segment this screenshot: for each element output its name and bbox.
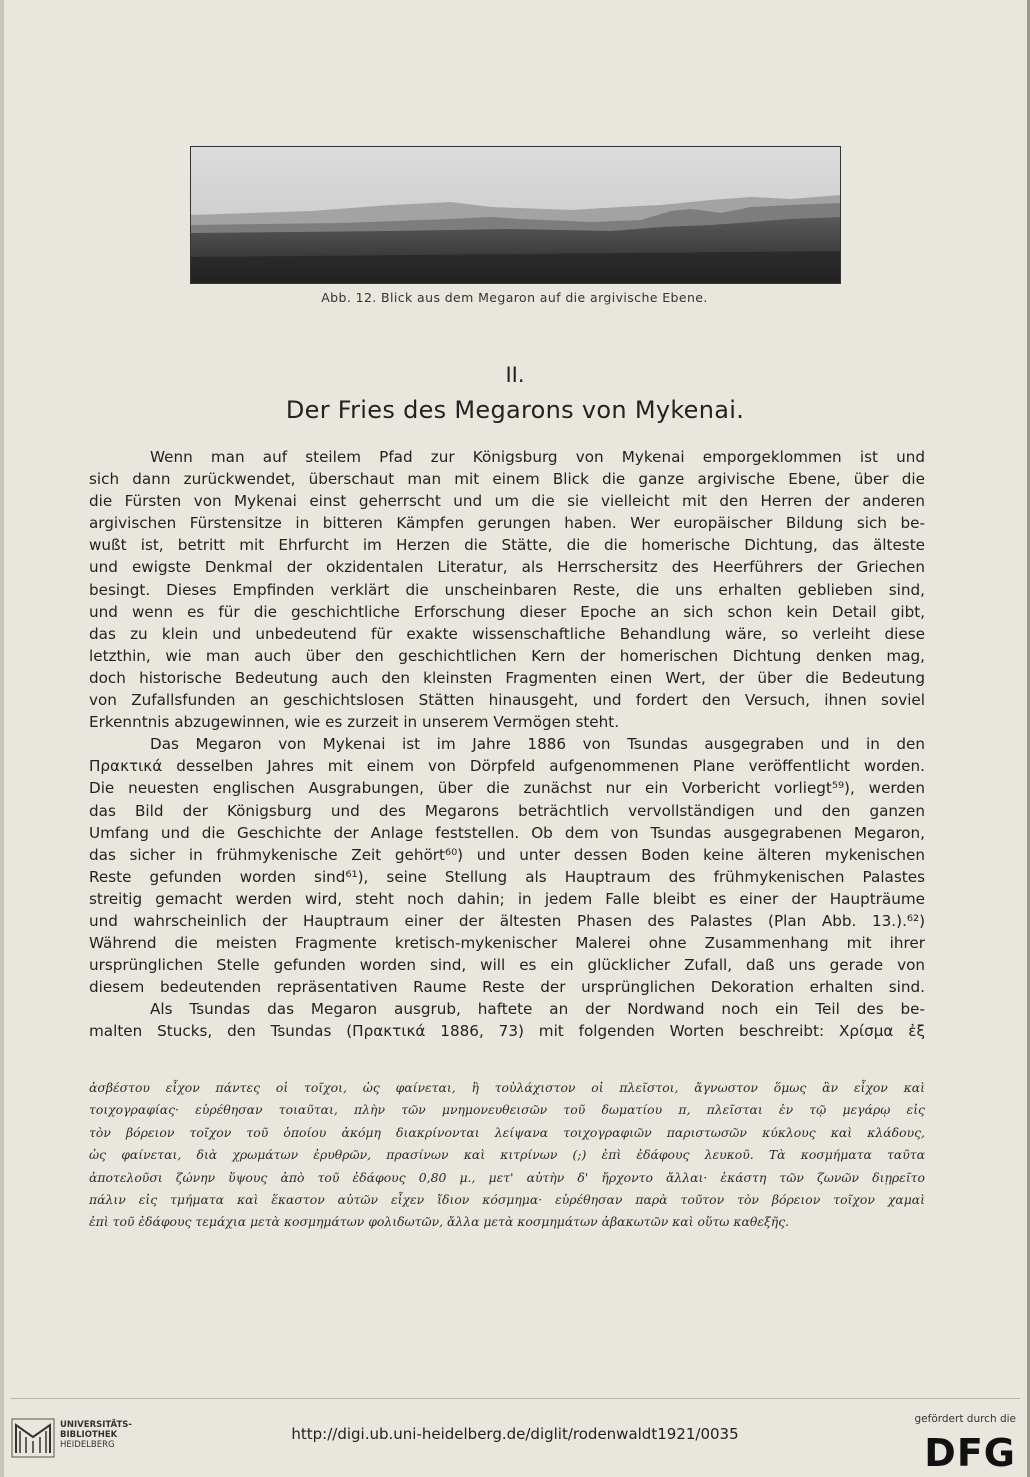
greek-line: ὡς φαίνεται, διὰ χρωμάτων ἐρυθρῶν, πρασίνων καὶ κιτρίνων (;) ἐπὶ ἐδάφους λευκοῦ. Τὰ κοσμήματα ταῦτα xyxy=(89,1147,925,1163)
text-line: Wenn man auf steilem Pfad zur Königsburg von Mykenai emporgeklommen ist und xyxy=(150,448,925,466)
text-line: malten Stucks, den Tsundas (Πρακτικά 1886, 73) mit folgenden Worten beschreibt: Χρίσμα ἐξ xyxy=(89,1022,925,1041)
text-line: das zu klein und unbedeutend für exakte wissenschaftliche Behandlung wäre, so verleiht diese xyxy=(89,624,925,643)
text-line: sich dann zurückwendet, überschaut man mit einem Blick die ganze argivische Ebene, über die xyxy=(89,470,925,489)
greek-quotation xyxy=(89,1077,925,1234)
text-line: letzthin, wie man auch über den geschichtlichen Kern der homerischen Dichtung denken mag, xyxy=(89,646,925,665)
text-line: Die neuesten englischen Ausgrabungen, über die zunächst nur ein Vorbericht vorliegt⁵⁹), werden xyxy=(89,779,925,798)
text-line: Erkenntnis abzugewinnen, wie es zurzeit in unserem Vermögen steht. xyxy=(89,713,620,732)
text-line: und ewigste Denkmal der okzidentalen Literatur, als Herrschersitz des Heerführers der Griechen xyxy=(89,558,925,577)
text-line: von Zufallsfunden an geschichtslosen Stätten hinausgeht, und fordert den Versuch, ihnen soviel xyxy=(89,691,925,710)
chapter-title: Der Fries des Megarons von Mykenai. xyxy=(285,396,745,424)
footer xyxy=(0,1398,1030,1477)
uni-name-line1: UNIVERSITÄTS- xyxy=(60,1420,132,1430)
text-line: das sicher in frühmykenische Zeit gehört⁶⁰) und unter dessen Boden keine älteren mykenischen xyxy=(89,845,925,864)
dfg-logo: DFG xyxy=(924,1431,1016,1475)
text-line: und wahrscheinlich der Hauptraum einer der ältesten Phasen des Palastes (Plan Abb. 13.).⁶²) xyxy=(89,911,925,930)
text-line: streitig gemacht werden wird, steht noch dahin; in jedem Falle bleibt es einer der Haupträume xyxy=(89,889,925,908)
page-edge-left xyxy=(0,0,4,1477)
chapter-number: II. xyxy=(505,363,525,387)
text-line: ursprünglichen Stelle gefunden worden sind, will es ein glücklicher Zufall, daß uns gerade von xyxy=(89,956,925,975)
uni-name-line2: BIBLIOTHEK xyxy=(60,1430,118,1440)
greek-line: τοιχογραφίας· εὑρέθησαν τοιαῦται, πλὴν τῶν μνημονευθεισῶν τοῦ δωματίου π, πλεῖσται ἐν τῷ μεγάρῳ εἰς xyxy=(89,1102,925,1118)
text-line: Umfang und die Geschichte der Anlage feststellen. Ob dem von Tsundas ausgegrabenen Megaron, xyxy=(89,823,925,842)
greek-line: ἀποτελοῦσι ζώνην ὕψους ἀπὸ τοῦ ἐδάφους 0,80 μ., μετ' αὐτὴν δ' ἤρχοντο ἄλλαι· ἑκάστη τῶν ζωνῶν διῃρεῖτο xyxy=(89,1169,925,1185)
text-line: Reste gefunden worden sind⁶¹), seine Stellung als Hauptraum des frühmykenischen Palastes xyxy=(89,867,925,886)
body-text xyxy=(89,446,925,1043)
text-line: argivischen Fürstensitze in bitteren Kämpfen gerungen haben. Wer europäischer Bildung sich be- xyxy=(89,514,925,533)
text-line: doch historische Bedeutung auch den kleinsten Fragmenten einen Wert, der über die Bedeutung xyxy=(89,668,925,687)
landscape-photo xyxy=(190,146,841,284)
figure-caption: Abb. 12. Blick aus dem Megaron auf die argivische Ebene. xyxy=(321,290,708,305)
text-line: besingt. Dieses Empfinden verklärt die unscheinbaren Reste, die uns erhalten geblieben sind, xyxy=(89,580,925,599)
text-line: und wenn es für die geschichtliche Erforschung dieser Epoche an sich schon kein Detail gibt, xyxy=(89,602,925,621)
text-line: wußt ist, betritt mit Ehrfurcht im Herzen die Stätte, die die homerische Dichtung, das älteste xyxy=(89,536,925,555)
text-line: Während die meisten Fragmente kretisch-mykenischer Malerei ohne Zusammenhang mit ihrer xyxy=(89,934,925,953)
greek-line: ἐπὶ τοῦ ἐδάφους τεμάχια μετὰ κοσμημάτων φολιδωτῶν, ἄλλα μετὰ κοσμημάτων ἀβακωτῶν καὶ οὕτω καθεξῆς. xyxy=(89,1214,790,1230)
greek-line: πάλιν εἰς τμήματα καὶ ἕκαστον αὐτῶν εἶχεν ἴδιον κόσμημα· εὑρέθησαν παρὰ τοῦτον τὸν βόρειον τοῖχον χαμαὶ xyxy=(89,1191,925,1207)
text-line: Das Megaron von Mykenai ist im Jahre 1886 von Tsundas ausgegraben und in den xyxy=(150,735,925,754)
greek-line: τὸν βόρειον τοῖχον τοῦ ὁποίου ἀκόμη διακρίνονται λείψανα τοιχογραφιῶν παριστωσῶν κύκλους καὶ κλάδους, xyxy=(89,1124,925,1140)
uni-name-line3: HEIDELBERG xyxy=(60,1440,115,1450)
footer-divider xyxy=(10,1398,1020,1399)
landscape-illustration xyxy=(191,147,840,283)
text-line: das Bild der Königsburg und des Megarons beträchtlich vervollständigen und den ganzen xyxy=(89,801,925,820)
text-line: diesem bedeutenden repräsentativen Raume Reste der ursprünglichen Dekoration erhalten sind. xyxy=(89,978,925,997)
text-line: Als Tsundas das Megaron ausgrub, haftete an der Nordwand noch ein Teil des be- xyxy=(150,1000,925,1019)
greek-line: ἀσβέστου εἶχον πάντες οἱ τοῖχοι, ὡς φαίνεται, ἢ τοὐλάχιστον οἱ πλεῖστοι, ἄγνωστον ὅμως ἂν εἶχον καὶ xyxy=(89,1080,925,1095)
text-line: die Fürsten von Mykenai einst geherrscht und um die sie vielleicht mit den Herren der anderen xyxy=(89,492,925,511)
permalink-url[interactable]: http://digi.ub.uni-heidelberg.de/diglit/rodenwaldt1921/0035 xyxy=(291,1425,739,1443)
funded-by-label: gefördert durch die xyxy=(914,1413,1016,1425)
text-line: Πρακτικά desselben Jahres mit einem von Dörpfeld aufgenommenen Plane veröffentlicht worden. xyxy=(89,757,925,776)
